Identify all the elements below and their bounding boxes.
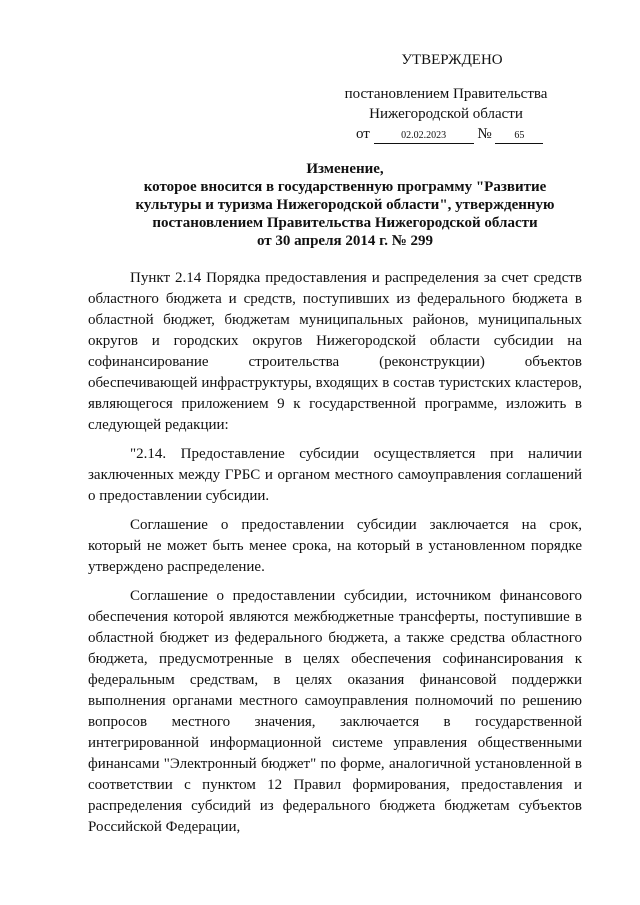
title-line-3: культуры и туризма Нижегородской области", утвержденную	[135, 197, 555, 213]
approval-from-label: от	[356, 126, 370, 142]
approval-stamp	[336, 50, 556, 144]
title-line-1: Изменение,	[306, 161, 384, 177]
approval-title: УТВЕРЖДЕНО	[401, 52, 503, 68]
title-line-5: от 30 апреля 2014 г. № 299	[256, 233, 434, 249]
approval-number-label: №	[477, 126, 492, 142]
approval-date-line	[336, 124, 556, 144]
title-line-2: которое вносится в государственную программу "Развитие	[143, 179, 547, 195]
approval-date: 02.02.2023	[374, 129, 474, 144]
document-body	[88, 268, 582, 838]
approval-number: 65	[495, 129, 543, 144]
paragraph-3: Соглашение о предоставлении субсидии заключается на срок, который не может быть менее срока, на который в установленном порядке утверждено распределение.	[88, 517, 582, 575]
document-title	[110, 160, 580, 250]
paragraph-1: Пункт 2.14 Порядка предоставления и распределения за счет средств областного бюджета и средств, поступивших из федерального бюджета в областной бюджет, бюджетам муниципальных районов, муниципальных округов и городских округов Нижегородской области субсидии на софинансирование строительства (реконструкции) объектов обеспечивающей инфраструктуры, входящих в состав туристских кластеров, являющегося приложением 9 к государственной программе, изложить в следующей редакции:	[88, 270, 582, 433]
approval-by-line-2: Нижегородской области	[369, 106, 523, 122]
title-line-4: постановлением Правительства Нижегородской области	[152, 215, 538, 231]
paragraph-4: Соглашение о предоставлении субсидии, источником финансового обеспечения которой являются межбюджетные трансферты, поступившие в областной бюджет из федерального бюджета, а также средства областного бюджета, предусмотренные в целях обеспечения софинансирования к федеральным средствам, в целях оказания финансовой поддержки выполнения органами местного самоуправления полномочий по решению вопросов местного значения, заключается в государственной интегрированной информационной системе управления общественными финансами "Электронный бюджет" по форме, аналогичной установленной в соответствии с пунктом 12 Правил формирования, предоставления и распределения субсидий из федерального бюджета бюджетам субъектов Российской Федерации,	[88, 588, 582, 835]
approval-by-line-1: постановлением Правительства	[344, 86, 548, 102]
paragraph-2: "2.14. Предоставление субсидии осуществляется при наличии заключенных между ГРБС и органом местного самоуправления соглашений о предоставлении субсидии.	[88, 446, 582, 504]
